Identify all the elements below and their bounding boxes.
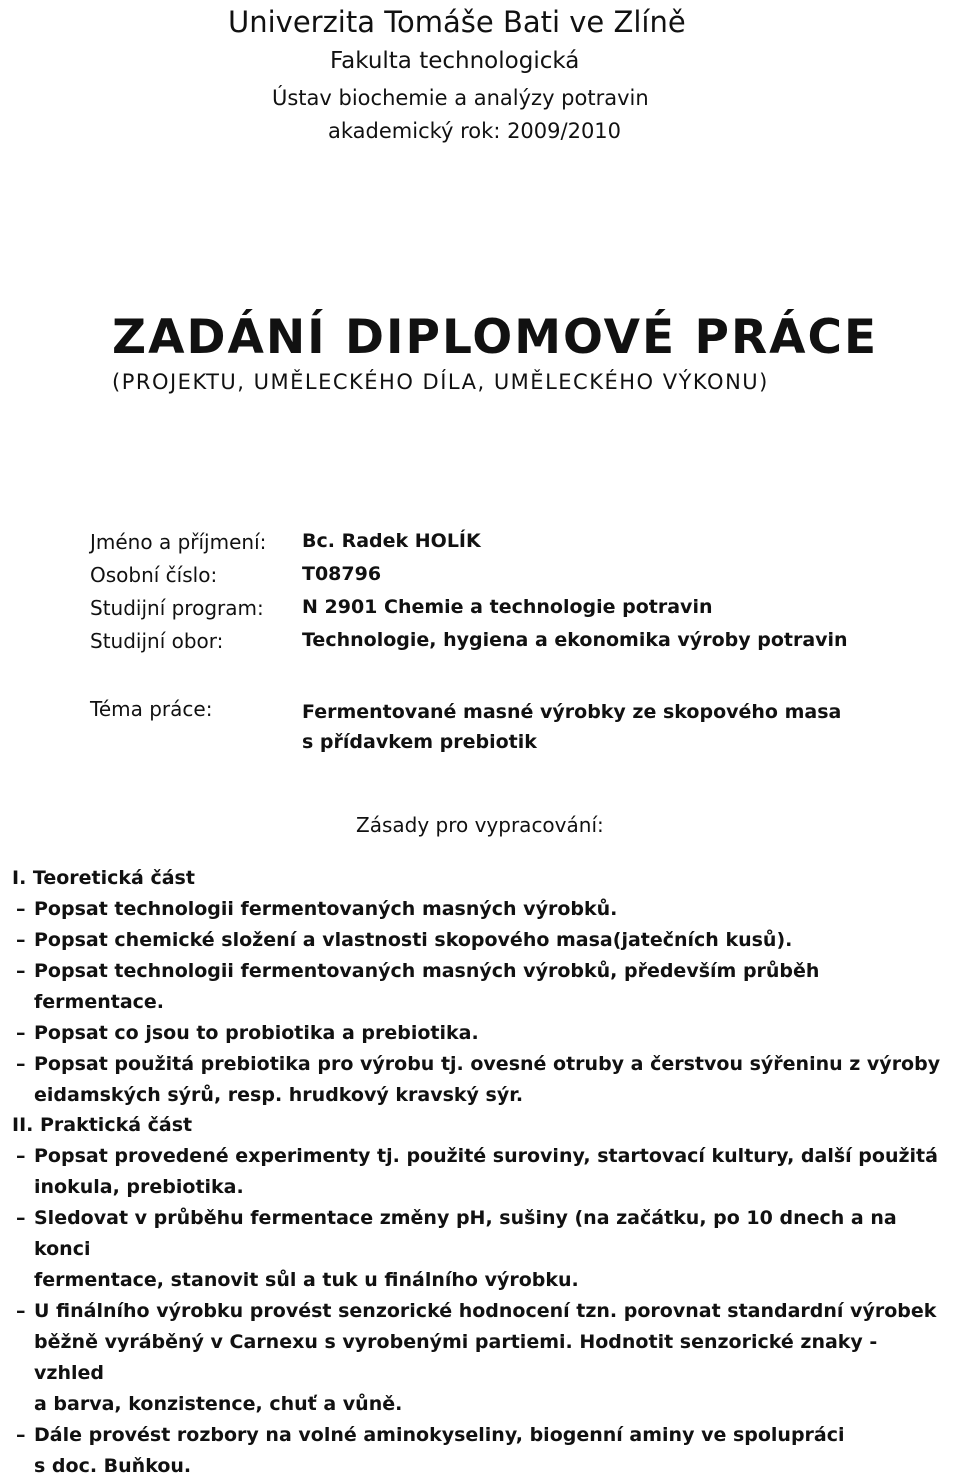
name-value: Bc. Radek HOLÍK: [302, 530, 481, 552]
academic-year: akademický rok: 2009/2010: [328, 119, 622, 143]
list-item: [12, 925, 952, 956]
id-row: [90, 563, 950, 596]
program-row: [90, 596, 950, 629]
list-item-line: a barva, konzistence, chuť a vůně.: [34, 1393, 403, 1415]
list-item-line: běžně vyráběný v Carnexu s vyrobenými partiemi. Hodnotit senzorické znaky - vzhled: [34, 1331, 878, 1384]
section-heading: II. Praktická část: [12, 1114, 193, 1136]
list-item-line: inokula, prebiotika.: [34, 1176, 244, 1198]
id-value: T08796: [302, 563, 382, 585]
topic-line: s přídavkem prebiotik: [302, 731, 537, 753]
section-practical: [12, 1110, 952, 1482]
list-item-line: – Sledovat v průběhu fermentace změny pH, sušiny (na začátku, po 10 dnech a na konci: [34, 1207, 897, 1260]
list-item-line: fermentace, stanovit sůl a tuk u finálního výrobku.: [34, 1269, 579, 1291]
list-item-line: eidamských sýrů, resp. hrudkový kravský sýr.: [34, 1084, 524, 1106]
list-item: [12, 1018, 952, 1049]
university-name: Univerzita Tomáše Bati ve Zlíně: [228, 5, 686, 39]
list-item-line: – Popsat technologii fermentovaných masných výrobků.: [34, 898, 618, 920]
list-item-line: – Popsat provedené experimenty tj. použité suroviny, startovací kultury, další použitá: [34, 1145, 938, 1167]
list-item: [12, 894, 952, 925]
list-item: [12, 1141, 952, 1203]
principles-heading: Zásady pro vypracování:: [356, 813, 604, 837]
list-item-line: – Popsat co jsou to probiotika a prebiotika.: [34, 1022, 479, 1044]
field-row: [90, 629, 950, 662]
student-info: [90, 530, 950, 662]
list-item: [12, 1296, 952, 1420]
list-item-line: – Popsat chemické složení a vlastnosti skopového masa(jatečních kusů).: [34, 929, 793, 951]
section-heading: I. Teoretická část: [12, 867, 195, 889]
list-item: [12, 1049, 952, 1111]
list-item-line: s doc. Buňkou.: [34, 1455, 192, 1477]
topic-line: Fermentované masné výrobky ze skopového masa: [302, 701, 842, 723]
document-title: ZADÁNÍ DIPLOMOVÉ PRÁCE: [112, 310, 879, 365]
topic-label: Téma práce:: [90, 697, 213, 721]
list-item: [12, 956, 952, 1018]
topic-value: [302, 697, 902, 757]
list-item-line: – Popsat použitá prebiotika pro výrobu tj. ovesné otruby a čerstvou sýřeninu z výroby: [34, 1053, 941, 1075]
id-label: Osobní číslo:: [90, 563, 218, 587]
list-item-line: – U finálního výrobku provést senzorické hodnocení tzn. porovnat standardní výrobek: [34, 1300, 937, 1322]
name-row: [90, 530, 950, 563]
field-label: Studijní obor:: [90, 629, 224, 653]
list-item: [12, 1420, 952, 1482]
faculty-name: Fakulta technologická: [330, 48, 580, 74]
field-value: Technologie, hygiena a ekonomika výroby potravin: [302, 629, 848, 651]
program-value: N 2901 Chemie a technologie potravin: [302, 596, 713, 618]
name-label: Jméno a příjmení:: [90, 530, 267, 554]
list-item: [12, 1203, 952, 1296]
section-theoretical: [12, 863, 952, 1111]
list-item-line: – Dále provést rozbory na volné aminokyseliny, biogenní aminy ve spolupráci: [34, 1424, 845, 1446]
list-item-line: – Popsat technologii fermentovaných masných výrobků, především průběh fermentace.: [34, 960, 820, 1013]
program-label: Studijní program:: [90, 596, 264, 620]
institute-name: Ústav biochemie a analýzy potravin: [272, 86, 649, 110]
document-subtitle: (PROJEKTU, UMĚLECKÉHO DÍLA, UMĚLECKÉHO VÝKONU): [112, 370, 769, 394]
